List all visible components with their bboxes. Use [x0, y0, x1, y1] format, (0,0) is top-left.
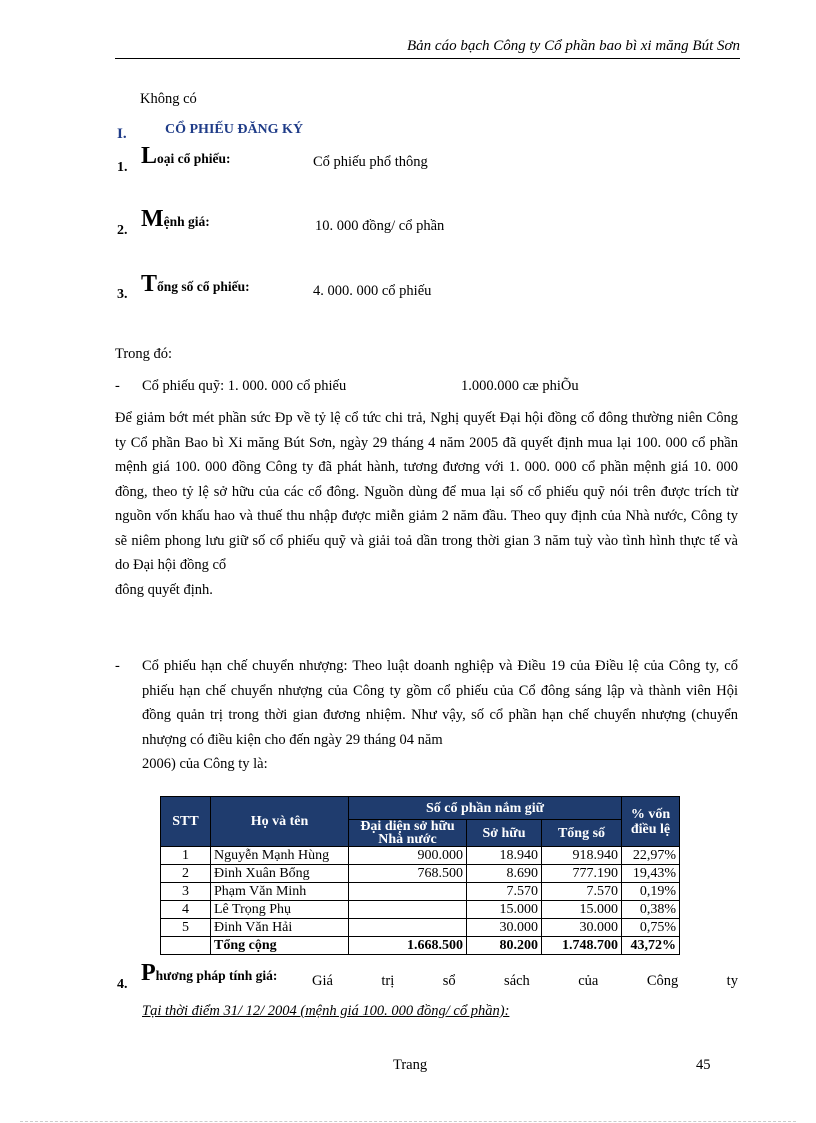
row-name: Lê Trọng Phụ — [211, 901, 349, 919]
table-row — [161, 883, 680, 901]
paragraph-body: Để giảm bớt mét phần sức Ðp về tỷ lệ cổ tức chi trả, Nghị quyết Đại hội đồng cổ đông thường niên Công ty Cổ phần Bao bì Xi măng Bút Sơn, ngày 29 tháng 4 năm 2005 đã quyết định mua lại 100. 000 cổ phần mệnh giá 100. 000 đồng Công ty đã phát hành, tương đương với 1. 000. 000 cổ phần mệnh giá 10. 000 đồng, theo tỷ lệ sở hữu của các cổ đông. Nguồn dùng để mua lại số cổ phiếu quỹ nói trên được trích từ nguồn vốn khấu hao và thuế thu nhập được miễn giảm 2 năm đầu. Theo quy định của Nhà nước, Công ty sẽ niêm phong lưu giữ số cổ phiếu quỹ và giải toả dần trong thời gian 3 năm tuỳ vào tình hình thực tế và do Đại hội đồng cổ — [115, 410, 738, 573]
col-header-state-owner: Đại diện sở hữu Nhà nước — [349, 820, 467, 847]
pricing-subtitle: Tại thời điểm 31/ 12/ 2004 (mệnh giá 100. 000 đồng/ cổ phần): — [142, 1003, 510, 1019]
row-name: Đinh Xuân Bổng — [211, 865, 349, 883]
row-pct: 0,19% — [622, 883, 680, 901]
row-pct: 22,97% — [622, 847, 680, 865]
col-header-stt: STT — [161, 797, 211, 847]
item-initial: T — [141, 271, 158, 297]
row-stt: 4 — [161, 901, 211, 919]
col-header-charter-capital-pct: % vốn điều lệ — [622, 797, 680, 847]
table-row — [161, 901, 680, 919]
pricing-word: ty — [726, 973, 738, 989]
item-label: oại cổ phiếu: — [157, 151, 231, 166]
row-stt: 2 — [161, 865, 211, 883]
row-total: 918.940 — [542, 847, 622, 865]
total-pct: 43,72% — [622, 937, 680, 955]
table-total-row — [161, 937, 680, 955]
item-initial: M — [141, 206, 164, 232]
item-heading — [141, 271, 250, 298]
item-number: 4. — [117, 977, 128, 992]
row-state — [349, 883, 467, 901]
page-label: Trang — [393, 1057, 428, 1073]
row-state: 768.500 — [349, 865, 467, 883]
row-total: 777.190 — [542, 865, 622, 883]
row-total: 30.000 — [542, 919, 622, 937]
row-pct: 0,75% — [622, 919, 680, 937]
item-initial: P — [141, 960, 156, 986]
row-own: 15.000 — [467, 901, 542, 919]
item-value: Cổ phiếu phổ thông — [313, 154, 428, 170]
pricing-word: sách — [504, 973, 530, 989]
item-number: 1. — [117, 160, 128, 175]
item-heading — [141, 206, 210, 233]
pricing-word: Giá — [312, 973, 333, 989]
row-stt: 3 — [161, 883, 211, 901]
pricing-method-text — [312, 973, 738, 990]
pricing-word: sổ — [442, 973, 456, 989]
row-name: Nguyễn Mạnh Hùng — [211, 847, 349, 865]
bullet-dash: - — [115, 378, 120, 394]
row-pct: 19,43% — [622, 865, 680, 883]
shareholder-table — [160, 796, 680, 955]
section-title: CỔ PHIẾU ĐĂNG KÝ — [165, 122, 304, 137]
total-sum: 1.748.700 — [542, 937, 622, 955]
total-own: 80.200 — [467, 937, 542, 955]
item-label: ổng số cổ phiếu: — [157, 279, 250, 294]
row-total: 7.570 — [542, 883, 622, 901]
row-pct: 0,38% — [622, 901, 680, 919]
total-label: Tổng cộng — [211, 937, 349, 955]
row-total: 15.000 — [542, 901, 622, 919]
col-header-own: Sở hữu — [467, 820, 542, 847]
paragraph-body: Cổ phiếu hạn chế chuyển nhượng: Theo luật doanh nghiệp và Điều 19 của Điều lệ của Công ty, cổ phiếu hạn chế chuyển nhượng của Công ty gồm cổ phiếu của Cổ đông sáng lập và thành viên Hội đồng quản trị trong thời gian đương nhiệm. Như vậy, số cổ phần hạn chế chuyển nhượng (chuyển nhượng có điều kiện cho đến ngày 29 tháng 04 năm — [142, 658, 738, 748]
row-own: 30.000 — [467, 919, 542, 937]
item-heading — [141, 143, 231, 170]
item-label: hương pháp tính giá: — [155, 968, 278, 983]
row-stt: 1 — [161, 847, 211, 865]
item-value: 4. 000. 000 cổ phiếu — [313, 283, 432, 299]
trong-do-label: Trong đó: — [115, 346, 173, 362]
paragraph-last-line: 2006) của Công ty là: — [142, 756, 268, 772]
table-row — [161, 865, 680, 883]
row-name: Phạm Văn Minh — [211, 883, 349, 901]
row-state — [349, 901, 467, 919]
page-edge-divider — [20, 1121, 796, 1122]
row-name: Đinh Văn Hải — [211, 919, 349, 937]
item-number: 3. — [117, 287, 128, 302]
item-value: 10. 000 đồng/ cổ phần — [315, 218, 445, 234]
row-own: 8.690 — [467, 865, 542, 883]
col-header-total: Tổng số — [542, 820, 622, 847]
page-number: 45 — [696, 1057, 711, 1073]
col-header-name: Họ và tên — [211, 797, 349, 847]
table-row — [161, 847, 680, 865]
item-number: 2. — [117, 223, 128, 238]
row-state: 900.000 — [349, 847, 467, 865]
pricing-word: Công — [646, 973, 679, 989]
table-row — [161, 919, 680, 937]
none-text: Không có — [140, 91, 197, 107]
restricted-shares-paragraph — [142, 654, 738, 777]
pricing-word: trị — [381, 973, 395, 989]
treasury-shares-text: Cổ phiếu quỹ: 1. 000. 000 cổ phiếu — [142, 378, 347, 394]
treasury-paragraph — [115, 406, 738, 602]
item-heading — [141, 960, 277, 987]
paragraph-last-line: đông quyết định. — [115, 581, 213, 598]
row-state — [349, 919, 467, 937]
row-own: 18.940 — [467, 847, 542, 865]
item-label: ệnh giá: — [163, 214, 210, 229]
row-own: 7.570 — [467, 883, 542, 901]
section-number: I. — [117, 126, 127, 142]
item-initial: L — [141, 143, 158, 169]
row-stt: 5 — [161, 919, 211, 937]
total-state: 1.668.500 — [349, 937, 467, 955]
bullet-dash: - — [115, 658, 120, 674]
pricing-word: của — [578, 973, 599, 989]
col-header-shares-held: Số cổ phần nắm giữ — [349, 797, 622, 820]
table-header-row — [161, 797, 680, 820]
treasury-shares-extra: 1.000.000 cæ phiÕu — [461, 378, 579, 394]
document-header: Bản cáo bạch Công ty Cổ phần bao bì xi măng Bút Sơn — [407, 38, 740, 54]
header-divider — [115, 58, 740, 59]
